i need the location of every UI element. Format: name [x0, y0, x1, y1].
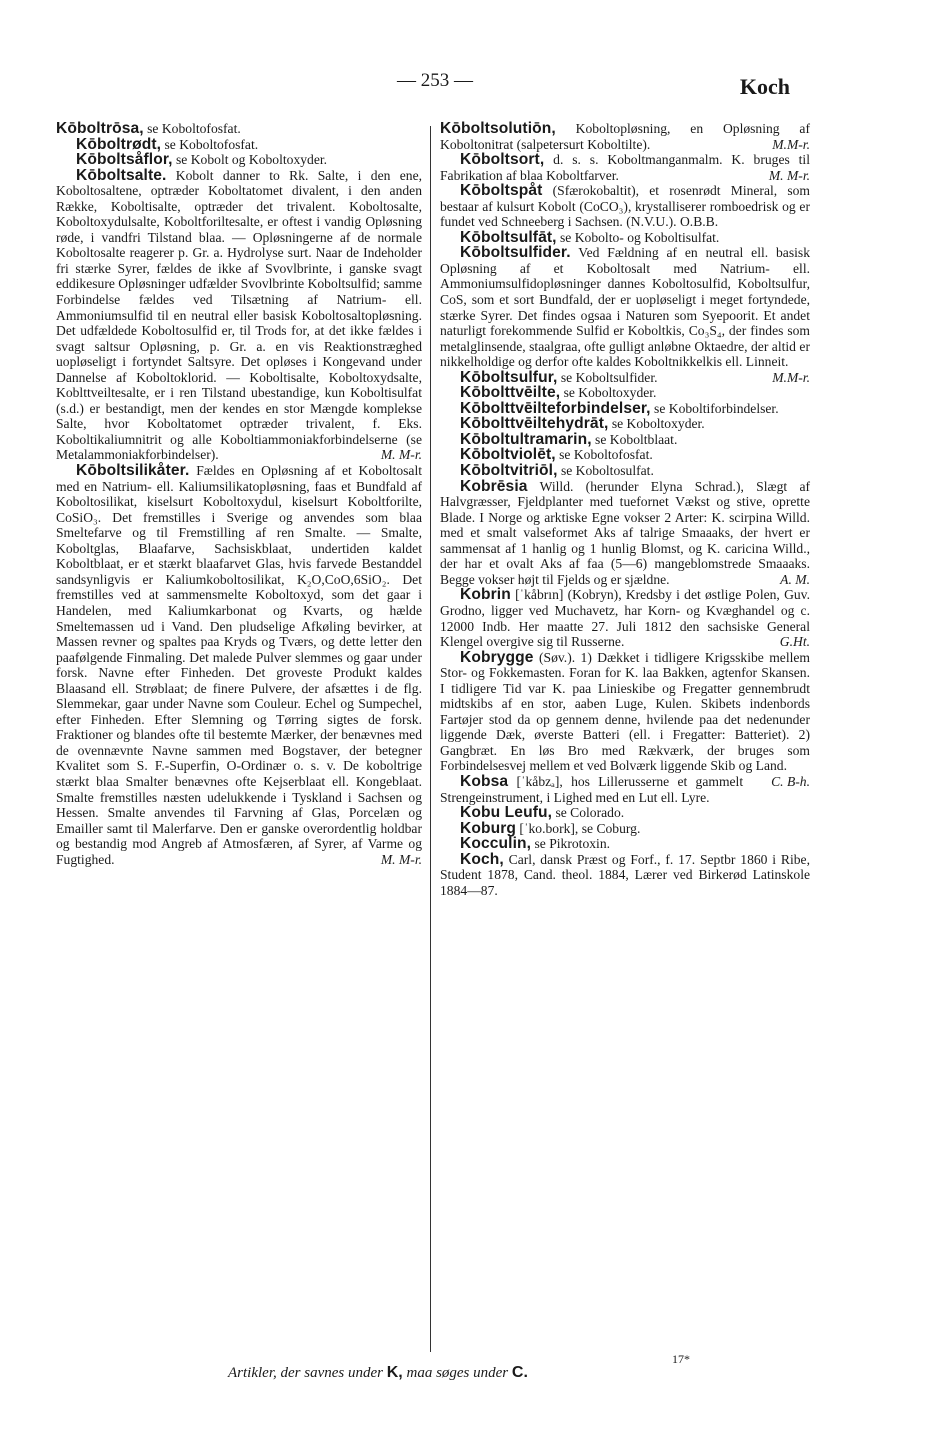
entry-text: Carl, dansk Præst og Forf., f. 17. Septbr 1860 i Ribe, Student 1878, Cand. theol. 1884, Lærer ved Birkerød Latinskole 1884—87. [440, 851, 810, 898]
author-signature: M.M-r. [772, 369, 810, 385]
entry-headword: Kōboltviolēt, [460, 446, 556, 464]
entry-text: se Koboltiforbindelser. [650, 400, 779, 416]
dictionary-entry [56, 137, 422, 153]
entry-headword: Kōboltsalte. [76, 166, 167, 184]
dictionary-entry [440, 805, 810, 821]
dictionary-entry [440, 821, 810, 837]
author-signature: A. M. [780, 571, 810, 587]
entry-headword: Kōboltultramarin, [460, 430, 592, 448]
author-signature: M. M-r. [768, 167, 810, 183]
dictionary-entry [56, 168, 422, 463]
entry-headword: Kōboltsolutiōn, [440, 120, 556, 137]
dictionary-entry [440, 152, 810, 183]
dictionary-entry [440, 479, 810, 588]
entry-headword: Kocculin, [460, 835, 532, 853]
entry-headword: Kōbolttvēilte, [460, 384, 561, 402]
entry-text: Fældes en Opløsning af et Koboltosalt med en Natrium- ell. Kaliumsilikatopløsning, faas et Bundfald af Koboltosilikat, kiselsurt Koboltoxydul, kiselsurt Koboltforilte, CoSiO₃. Det fremstilles i Sverige og anvendes som blaa Smeltefarve og til Fremstilling af ren Smalte. — Smalte, Koboltglas, Blaafarve, Sachsiskblaat, undertiden kaldet Koboltblaat, er et stærkt blaafarvet Glas, hvis farvede Bestanddel sandsynligvis er Kaliumkoboltosilikat, K₂O,CoO,6SiO₂. Det fremstilles ved at sammensmelte Koboltoxyd, som det gaar i Handelen, med Kaliumkarbonat og Kvarts, og hælde Smeltemassen ud i Vand. Den pludselige Afkøling bevirker, at Massen revner og spaltes paa Kryds og Tværs, og dette letter den paafølgende Finmaling. Det malede Pulver slemmes og gaar under forsk. Navne efter Finheden. Det groveste Produkt kaldes Blaasand ell. Strøblaat; de finere Pulvere, der afsættes i de flg. Slemmekar, gaar under Navne som Couleur. Echel og Sumpechel, efter Finheden. Efter Slemning og Tørring sigtes de forsk. Fraktioner og blandes ofte til bestemte Mærker, der benævnes med de ovennævnte Navne sammen med Bogstaver, der betegner Kvalitet som S. F.-Superfin, O-Ordinær o. s. v. De koboltrige stærkt blaa Smalter benævnes ofte Kejserblaat ell. Kongeblaat. Smalte fremstilles næsten udelukkende i Tyskland i Sachsen og Hessen. Smalte anvendes til Farvning af Glas, Porcelæn og Emailler samt til Malerfarve. Den er ganske overordentlig holdbar og bestandig mod Angreb af Atmosfæren, af Syrer, af Varme og Fugtighed. [56, 463, 422, 867]
running-head: Koch [739, 74, 790, 99]
dictionary-entry [56, 121, 422, 137]
entry-headword: Kōboltsort, [460, 151, 545, 169]
author-signature: M. M-r. [380, 447, 422, 463]
entry-headword: Kōboltspåt [460, 182, 543, 200]
dictionary-entry [440, 463, 810, 479]
dictionary-entry [440, 385, 810, 401]
entry-text: (Sfærokobaltit), et rosenrødt Mineral, som bestaar af kulsurt Kobolt (CoCO₃), krystalliserer romboedrisk og er fundet ved Schneeberg i Sachsen. (N.V.U.). O.B.B. [440, 183, 810, 230]
dictionary-entry [56, 152, 422, 168]
entry-text: se Kobolto- og Koboltisulfat. [556, 229, 720, 245]
entry-headword: Kōboltsåflor, [76, 151, 173, 169]
left-column [56, 121, 422, 867]
author-signature: M.M-r. [772, 136, 810, 152]
entry-text: se Koboltofosfat. [555, 447, 653, 463]
column-divider [430, 126, 431, 1352]
entry-text: [ˈko.bork], se Coburg. [516, 820, 641, 836]
entry-headword: Kōboltvitriōl, [460, 462, 558, 480]
entry-headword: Kōboltsulfur, [460, 368, 558, 386]
footer-text-1: Artikler, der savnes under [228, 1365, 387, 1381]
dictionary-entry [440, 401, 810, 417]
entry-headword: Kobsa [460, 772, 509, 790]
entry-headword: Kōboltrødt, [76, 135, 162, 153]
entry-text: (Søv.). 1) Dækket i tidligere Krigsskibe mellem Stor- og Fokkemasten. Foran for K. laa Bakken, agtenfor Skansen. I tidligere Tid var K. paa Linieskibe og Fregatter gennembrudt midtskibs af en stor, aaben Luge, Kulen. Skibets indenbords Fartøjer stod da op gennem denne, hvilende paa det nedenunder liggende Dæk, øverste Batteri (ell. i Fregatter: Batteriet). 2) Gangbræt. En løs Bro med Rækværk, der bruges som Forbindelsesvej mellem et ved Bolværk liggende Skib og Land. [440, 649, 810, 774]
dictionary-entry [440, 447, 810, 463]
entry-text: Kobolt danner to Rk. Salte, i den ene, Koboltosaltene, optræder Koboltatomet divalent, i den anden Række, Koboltisalte, optræder det trivalent. Koboltosalte, Koboltoxydulsalte, Koboltforiltesalte, er oftest i vandig Opløsning røde, i vandfri Tilstand blaa. — Opløsningerne af de normale Koboltosalte reagerer p. Gr. a. Hydrolyse surt. Naar de Indeholder fri stærke Syrer, fældes de ikke af Svovlbrinte, i ganske svagt eddikesure Opløsninger udfælder Svovlbrinte Koboltsulfid; samme Forbindelse fældes ved Tilsætning af Natrium- ell. Ammoniumsulfid til en neutral eller basisk Koboltosaltopløsning. Det udfældede Koboltosulfid er, til Trods for, at det ikke fældes i svagt saltsur Opløsning, p. Gr. a. en vis Reaktionstræghed uopløseligt i fortyndet Saltsyre. Det opløses i Kongevand under Dannelse af Koboltoklorid. — Koboltisalte, Koboltoxydsalte, Koblttveiltesalte, er i ren Tilstand ubestandige, kun Koboltisulfat (s.d.) er bestandigt, men der kendes en stor Mængde komplekse Salte, hvor Koboltatomet optræder trivalent, f. Eks. Koboltikaliumnitrit og alle Koboltiammoniakforbindelserne (se Metalammoniakforbindelser). [56, 167, 422, 463]
dictionary-entry [440, 852, 810, 899]
entry-text: se Colorado. [552, 805, 625, 821]
entry-text: Ved Fældning af en neutral ell. basisk Opløsning af et Koboltosalt med Natrium- ell. Ammoniumsulfidopløsninger dannes Koboltosulfid, Koboltsulfur, CoS, som et sort Bundfald, der er uopløseligt i meget fortyndede, stærke Syrer. Det findes ogsaa i Naturen som Syepoorit. Et andet naturligt forekommende Sulfid er Koboltkis, Co₃S₄, der findes som metalglinsende, staalgraa, ofte gulligt anløbne Oktaedre, der altid er nikkelholdige og derfor ofte kaldes Koboltnikkelkis ell. Linneit. [440, 245, 810, 370]
author-signature: M. M-r. [380, 851, 422, 867]
entry-text: [ˈkåbzₐ], hos Lillerusserne et gammelt Strengeinstrument, i Lighed med en Lut ell. Lyre. [440, 773, 744, 805]
page-number: — 253 — [397, 70, 473, 91]
footer-note [228, 1364, 698, 1382]
entry-headword: Kōboltsulfāt, [460, 228, 557, 246]
entry-headword: Koburg [460, 819, 517, 837]
entry-text: d. s. s. Koboltmanganmalm. K. bruges til Fabrikation af blaa Koboltfarver. [440, 152, 810, 183]
entry-text: se Koboltofosfat. [143, 121, 241, 136]
entry-headword: Kōboltsilikåter. [76, 462, 190, 480]
entry-headword: Kobu Leufu, [460, 804, 553, 822]
footer-text-2: maa søges under [402, 1365, 512, 1381]
entry-text: Koboltopløsning, en Opløsning af Koboltonitrat (salpetersurt Koboltilte). [440, 121, 810, 152]
entry-headword: Koch, [460, 850, 504, 868]
dictionary-entry [440, 183, 810, 230]
entry-text: se Koboltoxyder. [608, 416, 705, 432]
dictionary-entry [440, 416, 810, 432]
entry-text: se Koboltofosfat. [161, 136, 259, 152]
entry-headword: Kobrēsia [460, 477, 528, 495]
author-signature: G.Ht. [779, 634, 810, 650]
dictionary-entry [440, 432, 810, 448]
footer-letter-c: C. [511, 1364, 528, 1381]
entry-headword: Kōboltsulfider. [460, 244, 571, 262]
dictionary-entry [56, 463, 422, 867]
entry-text: se Pikrotoxin. [531, 836, 611, 852]
entry-text: [ˈkåbrın] (Kobryn), Kredsby i det østlige Polen, Guv. Grodno, ligger ved Muchavetz, har Korn- og Kvæghandel og c. 12000 Indb. Her maatte 27. Juli 1812 den sachsiske General Klengel overgive sig til Russerne. [440, 587, 810, 650]
dictionary-entry [440, 836, 810, 852]
entry-text: se Koboltosulfat. [557, 463, 654, 479]
entry-text: se Koboltsulfider. [557, 369, 658, 385]
dictionary-entry [440, 230, 810, 246]
dictionary-entry [440, 121, 810, 152]
entry-headword: Kōbolttvēilteforbindelser, [460, 399, 651, 417]
entry-text: se Koboltblaat. [591, 431, 678, 447]
footnote-number: 17* [672, 1352, 690, 1366]
entry-headword: Kobrin [460, 586, 511, 604]
entry-text: se Koboltoxyder. [560, 385, 657, 401]
footer-letter-k: K, [386, 1364, 403, 1381]
entry-text: Willd. (herunder Elyna Schrad.), Slægt af Halvgræsser, Fjeldplanter med tuefornet Vækst og stive, oprette Blade. I Norge og arktiske Egne vokser 2 Arter: K. scirpina Willd. med et smalt valseformet Aks af talrige Smaaaks, der hvert er sammensat af 1 hanlig og 1 hunlig Blomst, og K. caricina Willd., der har et ovalt Aks af faa (5—6) mangeblomstrede Smaaaks. Begge vokser højt til Fjelds og er sjældne. [440, 478, 810, 587]
author-signature: C. B-h. [771, 773, 810, 789]
entry-headword: Kōbolttvēiltehydrāt, [460, 415, 609, 433]
entry-text: se Kobolt og Koboltoxyder. [172, 152, 328, 168]
entry-headword: Kōboltrōsa, [56, 120, 144, 137]
dictionary-entry [440, 587, 810, 649]
right-column [440, 121, 810, 898]
entry-headword: Kobrygge [460, 648, 534, 666]
